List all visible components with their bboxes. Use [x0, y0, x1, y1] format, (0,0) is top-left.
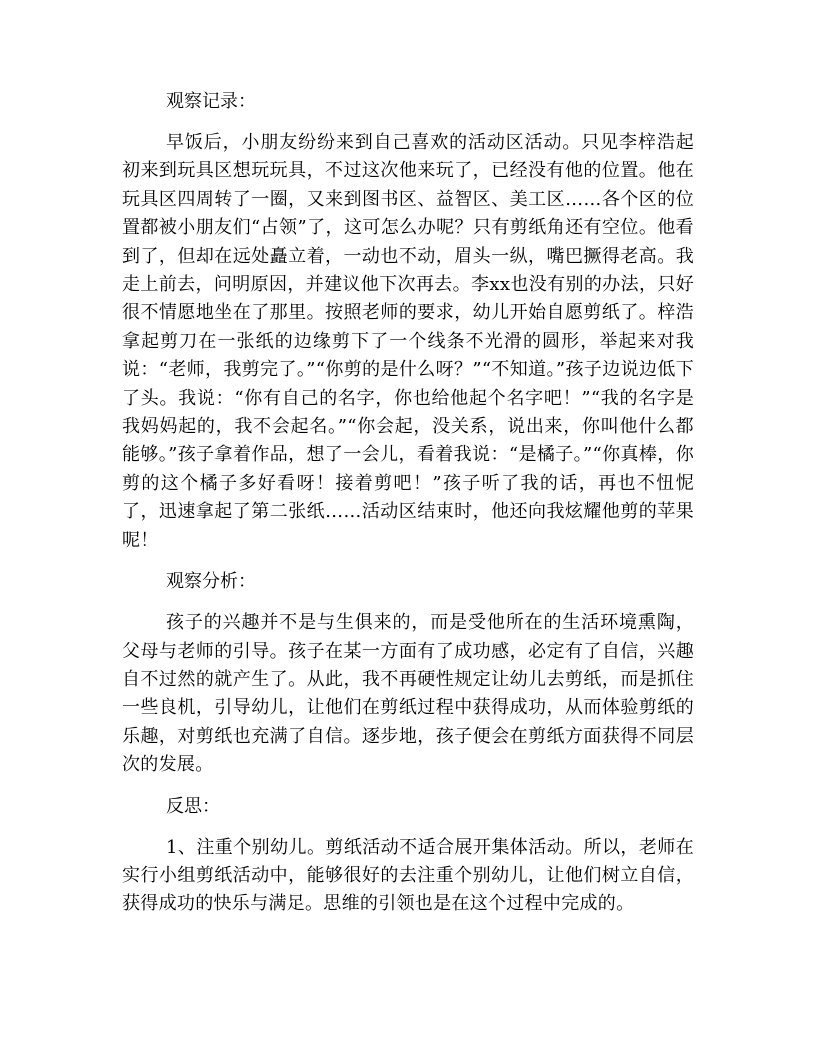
spacer: [122, 555, 694, 568]
spacer: [122, 596, 694, 609]
reflection-paragraph: 1、注重个别幼儿。剪纸活动不适合展开集体活动。所以，老师在实行小组剪纸活动中，能够很好的去注重个别幼儿，让他们树立自信，获得成功的快乐与满足。思维的引领也是在这个过程中完成的。: [122, 836, 694, 915]
observation-record-paragraph: 早饭后，小朋友纷纷来到自己喜欢的活动区活动。只见李梓浩起初来到玩具区想玩玩具，不过这次他来玩了，已经没有他的位置。他在玩具区四周转了一圈，又来到图书区、益智区、美工区……各个区的位置都被小朋友们“占领”了，这可怎么办呢？只有剪纸角还有空位。他看到了，但却在远处矗立着，一动也不动，眉头一纵，嘴巴撅得老高。我走上前去，问明原因，并建议他下次再去。李xx也没有别的办法，只好很不情愿地坐在了那里。按照老师的要求，幼儿开始自愿剪纸了。梓浩拿起剪刀在一张纸的边缘剪下了一个线条不光滑的圆形，举起来对我说：“老师，我剪完了。”“你剪的是什么呀？”“不知道。”孩子边说边低下了头。我说：“你有自己的名字，你也给他起个名字吧！”“我的名字是我妈妈起的，我不会起名。”“你会起，没关系，说出来，你叫他什么都能够。”孩子拿着作品，想了一会儿，看着我说：“是橘子。”“你真棒，你剪的这个橘子多好看呀！接着剪吧！”孩子听了我的话，再也不忸怩了，迅速拿起了第二张纸……活动区结束时，他还向我炫耀他剪的苹果呢！: [122, 132, 694, 551]
spacer: [122, 116, 694, 129]
spacer: [122, 821, 694, 834]
observation-analysis-paragraph: 孩子的兴趣并不是与生俱来的，而是受他所在的生活环境熏陶，父母与老师的引导。孩子在某一方面有了成功感，必定有了自信，兴趣自不过然的就产生了。从此，我不再硬性规定让幼儿去剪纸，而是抓住一些良机，引导幼儿，让他们在剪纸过程中获得成功，从而体验剪纸的乐趣，对剪纸也充满了自信。逐步地，孩子便会在剪纸方面获得不同层次的发展。: [122, 612, 694, 776]
document-page: [122, 88, 694, 919]
spacer: [122, 780, 694, 793]
observation-record-heading: 观察记录：: [166, 91, 256, 112]
observation-analysis-heading: 观察分析：: [166, 571, 256, 593]
reflection-heading: 反思：: [166, 795, 220, 817]
